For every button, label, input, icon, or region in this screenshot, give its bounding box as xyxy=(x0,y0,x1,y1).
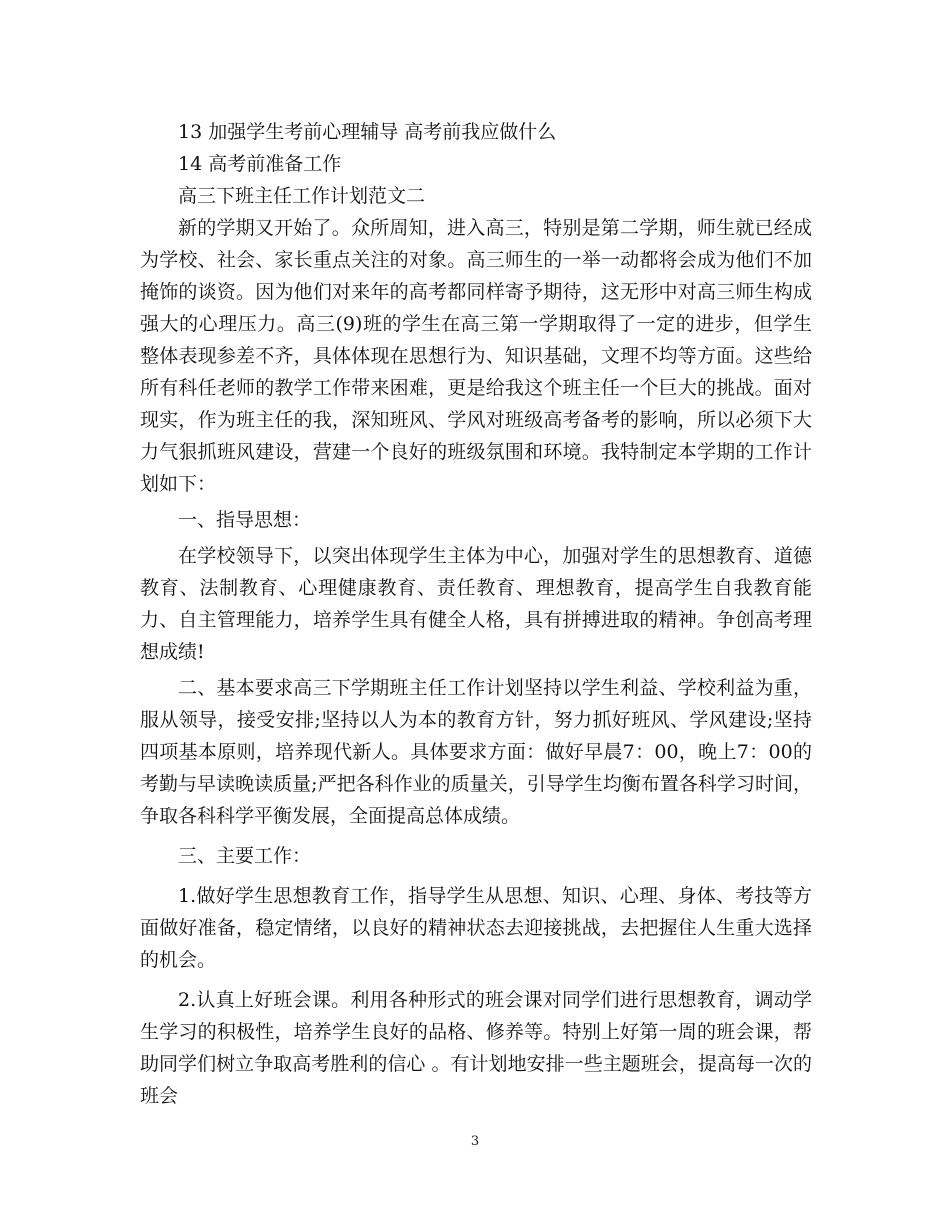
page-number: 3 xyxy=(470,1134,480,1149)
list-item-14: 14 高考前准备工作 xyxy=(178,153,342,175)
page-body xyxy=(140,116,812,1116)
section-title: 高三下班主任工作计划范文二 xyxy=(178,185,426,207)
heading-main-work: 三、主要工作： xyxy=(178,845,312,867)
basic-requirements-paragraph: 二、基本要求高三下学期班主任工作计划坚持以学生利益、学校利益为重，服从领导，接受安排;坚持以人为本的教育方针，努力抓好班风、学风建设;坚持四项基本原则，培养现代新人。具体要求方面：做好早晨7：00，晚上7：00的考勤与早读晚读质量;严把各科作业的质量关，引导学生均衡布置各科学习时间，争取各科科学平衡发展，全面提高总体成绩。 xyxy=(140,677,812,827)
intro-paragraph: 新的学期又开始了。众所周知，进入高三，特别是第二学期，师生就已经成为学校、社会、家长重点关注的对象。高三师生的一举一动都将会成为他们不加掩饰的谈资。因为他们对来年的高考都同样寄予期待，这无形中对高三师生构成强大的心理压力。高三(9)班的学生在高三第一学期取得了一定的进步，但学生整体表现参差不齐，具体体现在思想行为、知识基础，文理不均等方面。这些给所有科任老师的教学工作带来困难，更是给我这个班主任一个巨大的挑战。面对现实，作为班主任的我，深知班风、学风对班级高考备考的影响，所以必须下大力气狠抓班风建设，营建一个良好的班级氛围和环境。我特制定本学期的工作计划如下： xyxy=(140,217,812,495)
guiding-thought-paragraph: 在学校领导下，以突出体现学生主体为中心，加强对学生的思想教育、道德教育、法制教育、心理健康教育、责任教育、理想教育，提高学生自我教育能力、自主管理能力，培养学生具有健全人格，具有拼搏进取的精神。争创高考理想成绩! xyxy=(140,545,812,663)
list-item-13: 13 加强学生考前心理辅导 高考前我应做什么 xyxy=(178,121,557,143)
heading-guiding-thought: 一、指导思想： xyxy=(178,509,312,531)
work-item-2: 2.认真上好班会课。利用各种形式的班会课对同学们进行思想教育，调动学生学习的积极性，培养学生良好的品格、修养等。特别上好第一周的班会课，帮助同学们树立争取高考胜利的信心 。有计划地安排一些主题班会，提高每一次的班会 xyxy=(140,989,812,1107)
work-item-1: 1.做好学生思想教育工作，指导学生从思想、知识、心理、身体、考技等方面做好准备，稳定情绪，以良好的精神状态去迎接挑战，去把握住人生重大选择的机会。 xyxy=(140,885,812,971)
